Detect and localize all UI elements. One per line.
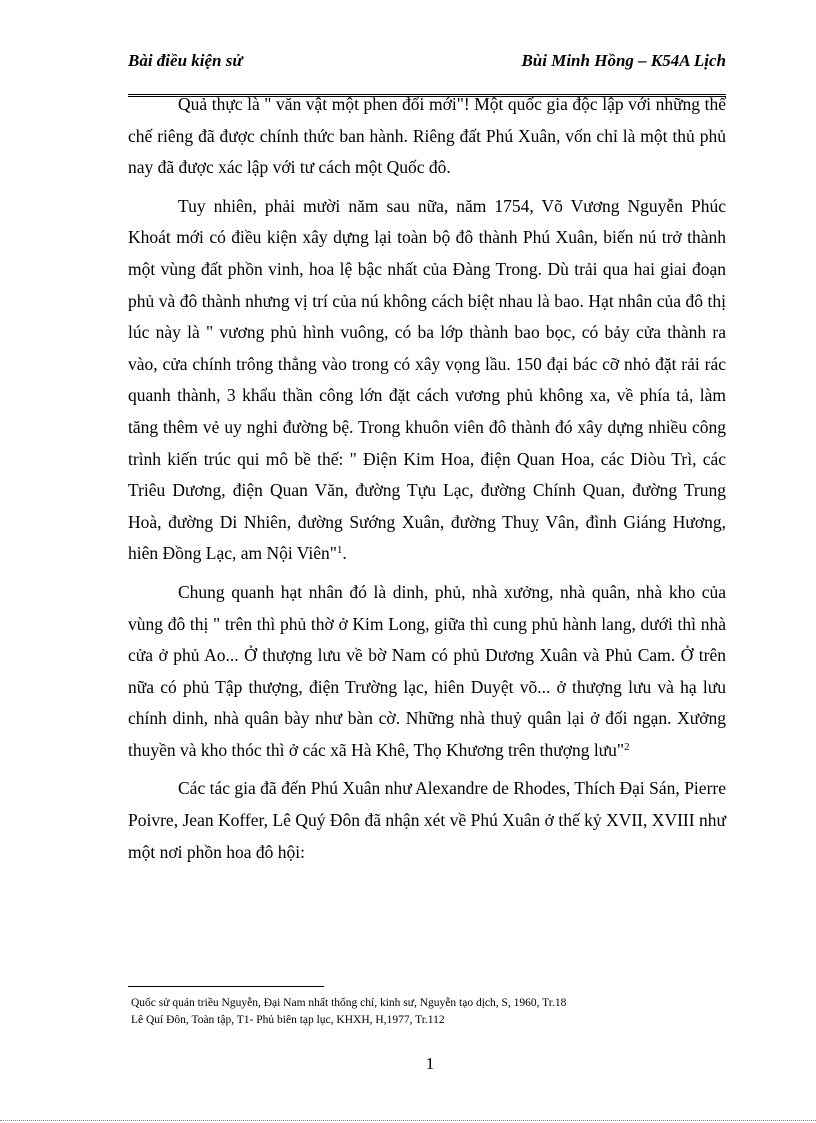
paragraph-1 <box>128 89 726 184</box>
footnote-ref-2[interactable]: 2 <box>624 740 630 753</box>
paragraph-4 <box>128 773 726 868</box>
paragraph-text: Chung quanh hạt nhân đó là dinh, phủ, nhà xưởng, nhà quân, nhà kho của vùng đô thị " trên thì phủ thờ ở Kim Long, giữa thì cung phủ hành lang, dưới thì nhà cửa ở phủ Ao... Ở thượng lưu về bờ Nam có phủ Dương Xuân và Phủ Cam. Ở trên nữa có phủ Tập thượng, điện Trường lạc, hiên Duyệt võ... ở thượng lưu và hạ lưu chính dinh, nhà quân bày như bàn cờ. Những nhà thuỷ quân lại ở đối ngạn. Xưởng thuyền và kho thóc thì ở các xã Hà Khê, Thọ Khương trên thượng lưu" <box>128 581 726 760</box>
footnote-separator <box>128 986 324 987</box>
paragraph-text: Quả thực là " văn vật một phen đổi mới"! Một quốc gia độc lập với những thể chế riêng đã được chính thức ban hành. Riêng đất Phú Xuân, vốn chỉ là một thủ phủ nay đã được xác lập với tư cách một Quốc đô. <box>128 94 726 178</box>
paragraph-3 <box>128 577 726 767</box>
page-bottom-edge <box>0 1120 816 1121</box>
paragraph-tail: . <box>342 543 347 564</box>
footnote-2: Lê Quí Đôn, Toàn tập, T1- Phủ biên tạp lục, KHXH, H,1977, Tr.112 <box>131 1014 445 1026</box>
footnotes <box>131 995 726 1029</box>
paragraph-text: Tuy nhiên, phải mười năm sau nữa, năm 1754, Võ Vương Nguyễn Phúc Khoát mới có điều kiện xây dựng lại toàn bộ đô thành Phú Xuân, biến nú trở thành một vùng đất phồn vinh, hoa lệ bậc nhất của Đàng Trong. Dù trải qua hai giai đoạn phủ và đô thành nhưng vị trí của nú không cách biệt nhau là bao. Hạt nhân của đô thị lúc này là " vương phủ hình vuông, có ba lớp thành bao bọc, có bảy cửa thành ra vào, cửa chính trông thẳng vào trong có xây vọng lầu. 150 đại bác cỡ nhỏ đặt rải rác quanh thành, 3 khẩu thần công lớn đặt cách vương phủ không xa, về phía tả, làm tăng thêm vẻ uy nghi đường bệ. Trong khuôn viên đô thành đó xây dựng nhiều công trình kiến trúc qui mô bề thế: " Điện Kim Hoa, điện Quan Hoa, các Diòu Trì, các Triêu Dương, điện Quan Văn, đường Tựu Lạc, đường Chính Quan, đường Trung Hoà, đường Di Nhiên, đường Sướng Xuân, đường Thuỵ Vân, đình Giáng Hương, hiên Đồng Lạc, am Nội Viên" <box>128 195 726 564</box>
header-author: Bùi Minh Hồng – K54A Lịch <box>521 51 726 70</box>
page-number: 1 <box>425 1054 435 1073</box>
footnote-1: Quốc sử quán triều Nguyễn, Đại Nam nhất thống chí, kinh sư, Nguyễn tạo dịch, S, 1960, Tr.18 <box>131 997 567 1009</box>
paragraph-2 <box>128 191 726 570</box>
body-text <box>128 89 726 875</box>
footnote-ref-1[interactable]: 1 <box>336 544 343 557</box>
paragraph-text: Các tác gia đã đến Phú Xuân như Alexandre de Rhodes, Thích Đại Sán, Pierre Poivre, Jean Koffer, Lê Quý Đôn đã nhận xét về Phú Xuân ở thế kỷ XVII, XVIII như một nơi phồn hoa đô hội: <box>128 778 726 862</box>
header-left-title: Bài điều kiện sử <box>128 51 243 70</box>
